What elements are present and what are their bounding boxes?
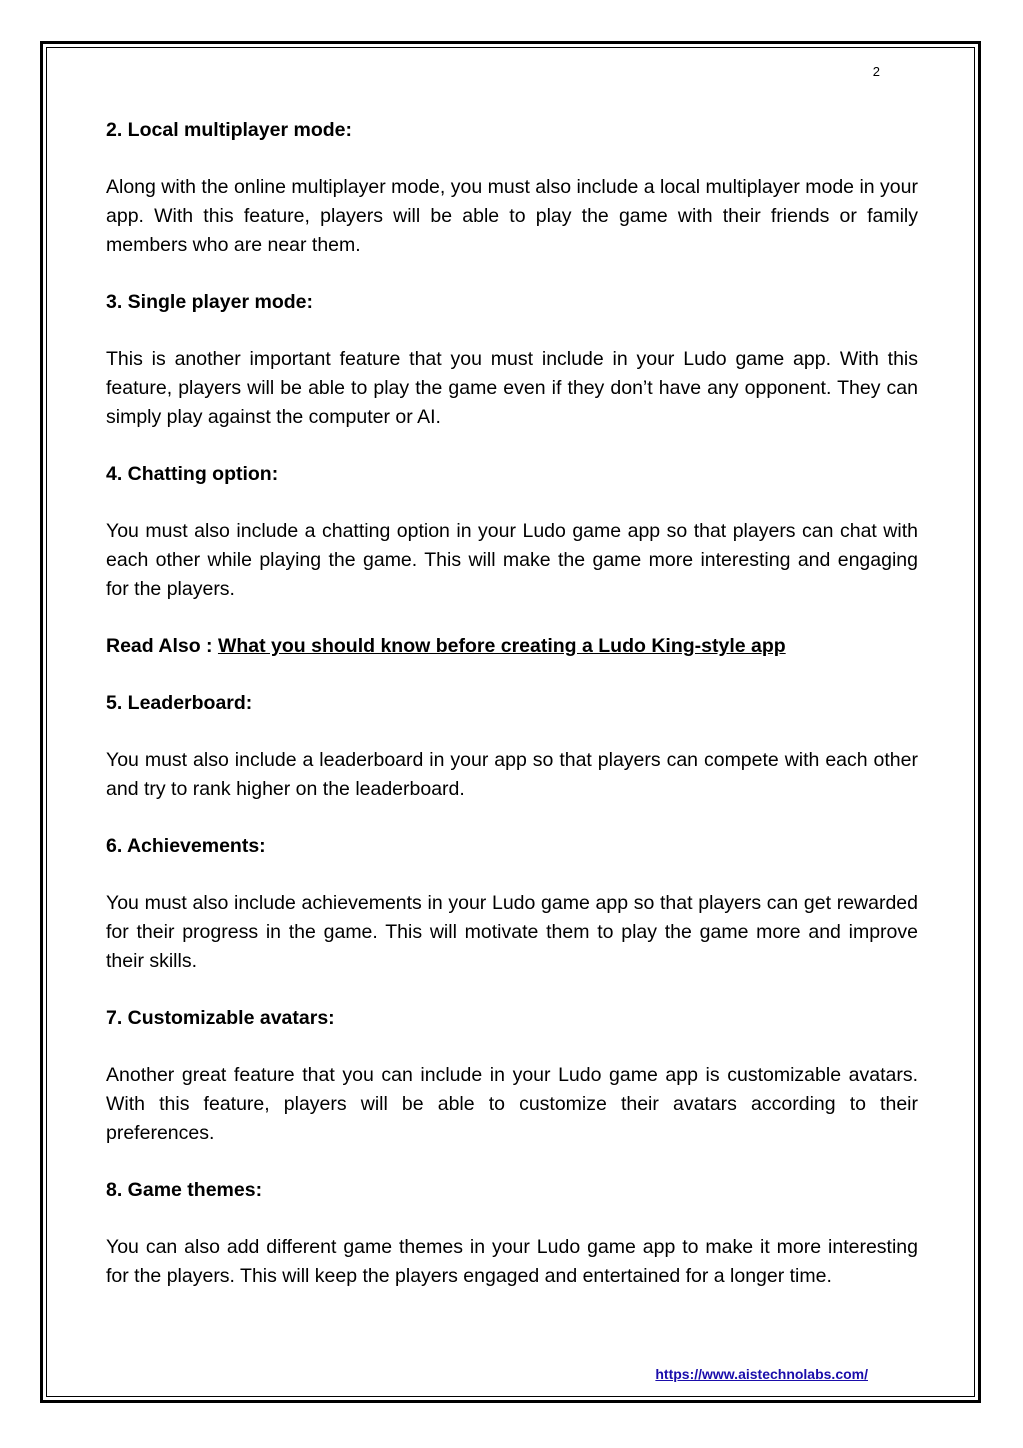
section-heading-avatars: 7. Customizable avatars: [106,1007,335,1029]
section-heading-local-multiplayer: 2. Local multiplayer mode: [106,119,352,141]
read-also-link[interactable]: What you should know before creating a Ludo King-style app [217,635,786,657]
section-body-chatting: You must also include a chatting option in your Ludo game app so that players can chat with each other while playing the game. This will make the game more interesting and engaging for the players. [106,520,918,600]
section-heading-chatting: 4. Chatting option: [106,463,279,485]
section-body-game-themes: You can also add different game themes in your Ludo game app to make it more interesting for the players. This will keep the players engaged and entertained for a longer time. [106,1236,918,1287]
section-body-leaderboard: You must also include a leaderboard in your app so that players can compete with each other and try to rank higher on the leaderboard. [106,749,918,800]
section-heading-leaderboard: 5. Leaderboard: [106,692,253,714]
section-body-achievements: You must also include achievements in your Ludo game app so that players can get rewarded for their progress in the game. This will motivate them to play the game more and improve their skills. [106,892,918,972]
document-body [106,116,918,1319]
section-heading-single-player: 3. Single player mode: [106,291,313,313]
footer-website-link[interactable]: https://www.aistechnolabs.com/ [655,1366,868,1382]
section-heading-game-themes: 8. Game themes: [106,1179,263,1201]
section-body-local-multiplayer: Along with the online multiplayer mode, you must also include a local multiplayer mode in your app. With this feature, players will be able to play the game with their friends or family members who are near them. [106,176,918,256]
section-body-avatars: Another great feature that you can include in your Ludo game app is customizable avatars. With this feature, players will be able to customize their avatars according to their preferences. [106,1064,918,1144]
read-also [106,632,918,661]
section-body-single-player: This is another important feature that you must include in your Ludo game app. With this feature, players will be able to play the game even if they don’t have any opponent. They can simply play against the computer or AI. [106,348,918,428]
section-heading-achievements: 6. Achievements: [106,835,266,857]
read-also-label: Read Also : [106,635,218,657]
page-number: 2 [872,64,880,79]
